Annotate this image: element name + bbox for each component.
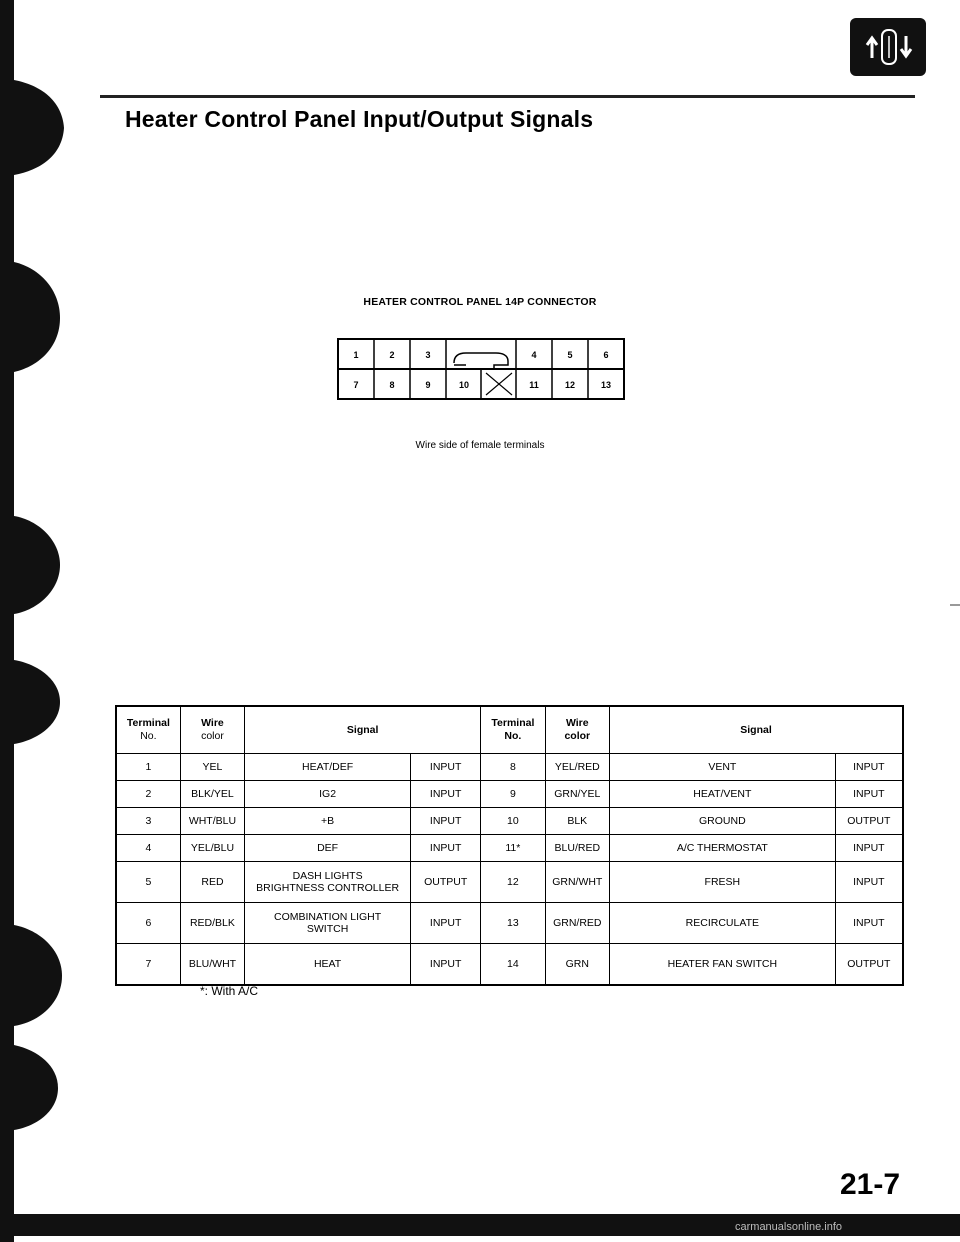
signal: FRESH	[610, 862, 836, 903]
pin-label: 5	[567, 350, 573, 360]
terminal-no: 12	[481, 862, 545, 903]
signal-direction: INPUT	[411, 781, 481, 808]
wire-color: RED	[180, 862, 244, 903]
wire-color: RED/BLK	[180, 903, 244, 944]
wire-color: YEL/RED	[545, 754, 610, 781]
table-row	[116, 862, 903, 903]
header-terminal-no: Terminal No.	[116, 706, 180, 754]
wire-color: BLK/YEL	[180, 781, 244, 808]
header-signal: Signal	[245, 706, 481, 754]
connector-diagram	[336, 337, 626, 401]
signal-table	[115, 705, 904, 986]
terminal-no: 6	[116, 903, 180, 944]
terminal-no: 10	[481, 808, 545, 835]
signal: A/C THERMOSTAT	[610, 835, 836, 862]
terminal-no: 2	[116, 781, 180, 808]
signal: DEF	[245, 835, 411, 862]
terminal-no: 5	[116, 862, 180, 903]
table-row	[116, 835, 903, 862]
terminal-no: 13	[481, 903, 545, 944]
terminal-no: 1	[116, 754, 180, 781]
connector-title: HEATER CONTROL PANEL 14P CONNECTOR	[363, 296, 597, 308]
signal-direction: INPUT	[411, 835, 481, 862]
terminal-no: 4	[116, 835, 180, 862]
pin-label: 8	[389, 380, 395, 390]
signal: +B	[245, 808, 411, 835]
margin-tick	[950, 604, 960, 606]
pin-label: 7	[353, 380, 359, 390]
pin-label: 4	[531, 350, 537, 360]
table-row	[116, 781, 903, 808]
terminal-no: 14	[481, 944, 545, 986]
signal-direction: OUTPUT	[835, 808, 903, 835]
signal-direction: INPUT	[411, 754, 481, 781]
wire-color: GRN/YEL	[545, 781, 610, 808]
wire-color: GRN	[545, 944, 610, 986]
terminal-no: 3	[116, 808, 180, 835]
table-row	[116, 944, 903, 986]
signal: HEAT/DEF	[245, 754, 411, 781]
signal-direction: INPUT	[411, 808, 481, 835]
signal-direction: INPUT	[411, 944, 481, 986]
terminal-no: 7	[116, 944, 180, 986]
table-row	[116, 808, 903, 835]
terminal-no: 11*	[481, 835, 545, 862]
signal: IG2	[245, 781, 411, 808]
signal: GROUND	[610, 808, 836, 835]
header-rule	[100, 95, 915, 98]
pin-label: 9	[425, 380, 431, 390]
header-terminal-no: Terminal No.	[481, 706, 545, 754]
wire-color: GRN/RED	[545, 903, 610, 944]
header-wire-color: Wire color	[180, 706, 244, 754]
terminal-no: 8	[481, 754, 545, 781]
wire-color: YEL	[180, 754, 244, 781]
table-row	[116, 903, 903, 944]
wire-color: BLK	[545, 808, 610, 835]
wire-color: WHT/BLU	[180, 808, 244, 835]
table-row	[116, 754, 903, 781]
signal: COMBINATION LIGHT SWITCH	[245, 903, 411, 944]
binder-rings-icon	[0, 0, 80, 1242]
pin-label: 3	[425, 350, 431, 360]
footnote: *: With A/C	[200, 984, 259, 998]
page-title: Heater Control Panel Input/Output Signals	[125, 106, 594, 132]
pin-label: 6	[603, 350, 609, 360]
terminal-no: 9	[481, 781, 545, 808]
header-wire-color: Wire color	[545, 706, 610, 754]
signal-direction: INPUT	[835, 835, 903, 862]
connector-caption: Wire side of female terminals	[415, 440, 545, 451]
pin-label: 11	[529, 380, 539, 390]
header-signal: Signal	[610, 706, 903, 754]
pin-label: 1	[353, 350, 359, 360]
signal: HEAT	[245, 944, 411, 986]
pin-label: 10	[458, 380, 470, 390]
page-number: 21-7	[840, 1168, 901, 1201]
signal-direction: OUTPUT	[835, 944, 903, 986]
hvac-airflow-icon	[850, 18, 926, 76]
signal-direction: INPUT	[835, 781, 903, 808]
wire-color: BLU/WHT	[180, 944, 244, 986]
pin-label: 2	[389, 350, 395, 360]
signal: DASH LIGHTS BRIGHTNESS CONTROLLER	[245, 862, 411, 903]
signal-direction: INPUT	[835, 754, 903, 781]
signal-direction: INPUT	[411, 903, 481, 944]
signal-direction: INPUT	[835, 903, 903, 944]
signal: RECIRCULATE	[610, 903, 836, 944]
signal: HEAT/VENT	[610, 781, 836, 808]
watermark: carmanualsonline.info	[735, 1221, 843, 1233]
signal-direction: OUTPUT	[411, 862, 481, 903]
wire-color: YEL/BLU	[180, 835, 244, 862]
table-header-row	[116, 706, 903, 754]
wire-color: GRN/WHT	[545, 862, 610, 903]
signal: HEATER FAN SWITCH	[610, 944, 836, 986]
pin-label: 12	[564, 380, 576, 390]
wire-color: BLU/RED	[545, 835, 610, 862]
signal: VENT	[610, 754, 836, 781]
signal-direction: INPUT	[835, 862, 903, 903]
pin-label: 13	[600, 380, 612, 390]
